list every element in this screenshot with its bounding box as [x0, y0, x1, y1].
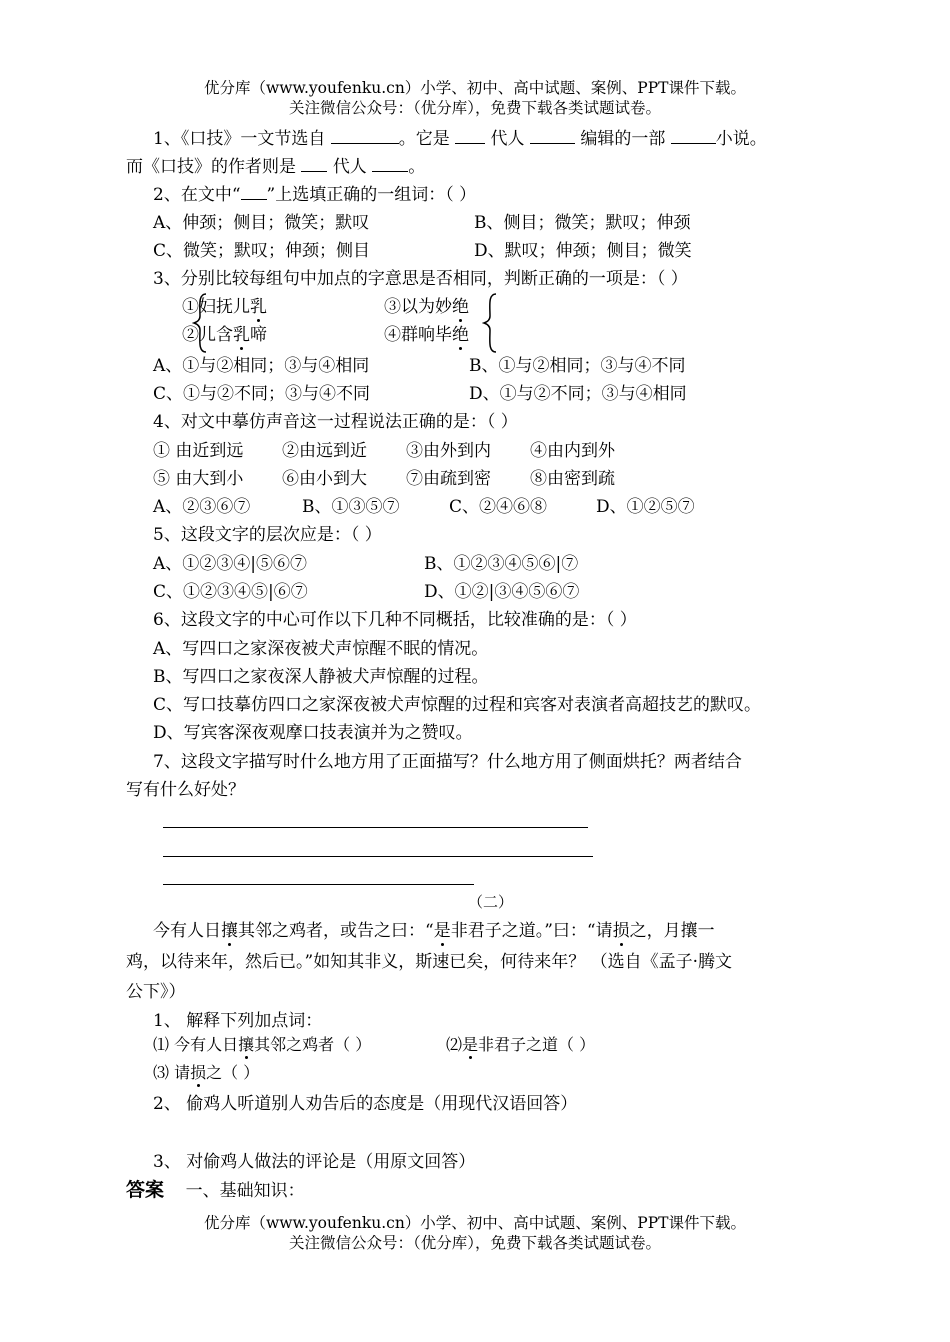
passage-line-1 [153, 919, 715, 943]
answer-blank[interactable] [301, 154, 327, 172]
question-3-stem: 3、分别比较每组句中加点的字意思是否相同，判断正确的一项是：（ ） [153, 269, 688, 289]
header-line-2: 关注微信公众号：（优分库），免费下载各类试题试卷。 [288, 99, 661, 117]
q2-option-d: D、默叹；伸颈；侧目；微笑 [474, 241, 692, 261]
footer-line-2: 关注微信公众号：（优分库），免费下载各类试题试卷。 [288, 1234, 661, 1252]
dotted-char: 攘 [238, 1035, 255, 1054]
subq-text: 之（ ） [206, 1063, 260, 1082]
dotted-char: 乳 [233, 325, 250, 345]
passage-text: 非君子之道。”曰：“请 [450, 921, 613, 941]
answer-blank[interactable] [331, 126, 399, 144]
q3-option-a: A、①与②相同；③与④相同 [153, 356, 370, 376]
answer-line[interactable] [163, 827, 588, 828]
q1-text-f: 而《口技》的作者则是 [126, 157, 296, 177]
q5-option-d: D、①②|③④⑤⑥⑦ [424, 582, 580, 602]
question-7-line-2: 写有什么好处？ [126, 780, 245, 800]
subquestion-1a [153, 1033, 371, 1057]
q3-option-d: D、①与②不同；③与④相同 [469, 384, 687, 404]
q3-p1-text: ①妇抚儿 [182, 297, 250, 317]
q4-item-6: ⑥由小到大 [282, 469, 367, 489]
q1-text-c: 代人 [490, 129, 525, 149]
dotted-char: 绝 [452, 297, 469, 317]
answer-heading [126, 1178, 305, 1203]
dotted-char: 损 [612, 921, 630, 941]
q1-text-b: 。它是 [398, 129, 450, 149]
q6-option-c: C、写口技摹仿四口之家深夜被犬声惊醒的过程和宾客对表演者高超技艺的默叹。 [153, 695, 762, 715]
q3-p2-text-post: 啼 [250, 325, 267, 345]
question-1-line-2 [126, 154, 425, 179]
q5-option-b: B、①②③④⑤⑥|⑦ [424, 554, 579, 574]
q4-item-4: ④由内到外 [530, 441, 615, 461]
passage-text: 其邻之鸡者，或告之曰：“ [238, 921, 434, 941]
q2-stem-b: ”上选填正确的一组词：（ ） [266, 185, 477, 205]
q1-text-a: 1、《口技》一文节选自 [153, 129, 326, 149]
q3-phrase-4 [384, 323, 469, 347]
question-4-stem: 4、对文中摹仿声音这一过程说法正确的是：（ ） [153, 412, 518, 432]
q4-item-7: ⑦由疏到密 [406, 469, 491, 489]
passage-text: 之，月攘一 [629, 921, 715, 941]
question-5-stem: 5、这段文字的层次应是：（ ） [153, 525, 382, 545]
q5-option-c: C、①②③④⑤|⑥⑦ [153, 582, 308, 602]
q3-option-c: C、①与②不同；③与④不同 [153, 384, 371, 404]
q4-option-b: B、①③⑤⑦ [302, 497, 400, 517]
q2-stem-a: 2、在文中“ [153, 185, 241, 205]
dotted-char: 绝 [452, 325, 469, 345]
dotted-char: 攘 [221, 921, 238, 941]
subquestion-2: 2、 偷鸡人听道别人劝告后的态度是（用现代汉语回答） [153, 1094, 578, 1114]
q6-option-b: B、写四口之家夜深人静被犬声惊醒的过程。 [153, 667, 489, 687]
answer-line[interactable] [163, 884, 474, 885]
q1-text-e: 小说。 [715, 129, 767, 149]
q3-p3-text: ③以为妙 [384, 297, 452, 317]
subquestion-3: 3、 对偷鸡人做法的评论是（用原文回答） [153, 1152, 476, 1172]
passage-line-2: 鸡，以待来年，然后已。”如知其非义，斯速已矣，何待来年？ （选自《孟子·腾文 [126, 952, 732, 972]
subq-text: ⑶ 请 [153, 1063, 191, 1082]
q4-item-8: ⑧由密到疏 [530, 469, 615, 489]
passage-line-3: 公下》） [126, 982, 186, 1002]
q1-text-d: 编辑的一部 [580, 129, 666, 149]
header-line-1: 优分库（www.youfenku.cn）小学、初中、高中试题、案例、PPT课件下载。 [203, 79, 747, 97]
q1-text-g: 代人 [332, 157, 367, 177]
dotted-char: 是 [433, 921, 451, 941]
answer-blank[interactable] [372, 154, 408, 172]
q2-option-b: B、侧目；微笑；默叹；伸颈 [474, 213, 691, 233]
question-6-stem: 6、这段文字的中心可作以下几种不同概括，比较准确的是：（ ） [153, 610, 637, 630]
question-1-line-1 [153, 126, 767, 151]
answer-blank[interactable] [241, 182, 267, 200]
subq-text: ⑴ 今有人日 [153, 1035, 239, 1054]
footer-line-1: 优分库（www.youfenku.cn）小学、初中、高中试题、案例、PPT课件下载。 [203, 1214, 747, 1232]
answer-section: 一、基础知识： [185, 1181, 305, 1201]
q4-item-2: ②由远到近 [282, 441, 367, 461]
question-7-line-1: 7、这段文字描写时什么地方用了正面描写？什么地方用了侧面烘托？两者结合 [153, 752, 742, 772]
answer-label: 答案 [126, 1179, 165, 1201]
subquestion-1c [153, 1061, 259, 1085]
dotted-char: 是 [462, 1035, 479, 1054]
left-brace-icon [192, 292, 208, 354]
q6-option-d: D、写宾客深夜观摩口技表演并为之赞叹。 [153, 723, 473, 743]
q3-p4-text: ④群响毕 [384, 325, 452, 345]
q5-option-a: A、①②③④|⑤⑥⑦ [153, 554, 308, 574]
left-brace-icon [482, 292, 498, 354]
q4-option-d: D、①②⑤⑦ [596, 497, 695, 517]
q6-option-a: A、写四口之家深夜被犬声惊醒不眠的情况。 [153, 639, 489, 659]
passage-text: 今有人日 [153, 921, 221, 941]
question-2-stem [153, 182, 476, 207]
section-title: （二） [468, 893, 514, 911]
subquestion-1b [446, 1033, 595, 1057]
answer-line[interactable] [163, 856, 593, 857]
q4-option-a: A、②③⑥⑦ [153, 497, 251, 517]
q1-text-h: 。 [408, 157, 426, 177]
dotted-char: 乳 [250, 297, 267, 317]
subquestion-1: 1、 解释下列加点词： [153, 1011, 323, 1031]
q4-option-c: C、②④⑥⑧ [449, 497, 548, 517]
q4-item-5: ⑤ 由大到小 [153, 469, 244, 489]
q2-option-c: C、微笑；默叹；伸颈；侧目 [153, 241, 371, 261]
q3-p2-text: ②儿含 [182, 325, 233, 345]
subq-text: ⑵ [446, 1035, 463, 1054]
subq-text: 非君子之道（ ） [478, 1035, 596, 1054]
q4-item-3: ③由外到内 [406, 441, 491, 461]
answer-blank[interactable] [455, 126, 485, 144]
q4-item-1: ① 由近到远 [153, 441, 244, 461]
dotted-char: 损 [190, 1063, 207, 1082]
answer-blank[interactable] [671, 126, 716, 144]
q3-phrase-3 [384, 295, 469, 319]
subq-text: 其邻之鸡者（ ） [254, 1035, 372, 1054]
q2-option-a: A、伸颈；侧目；微笑；默叹 [153, 213, 370, 233]
answer-blank[interactable] [530, 126, 575, 144]
q3-option-b: B、①与②相同；③与④不同 [469, 356, 686, 376]
